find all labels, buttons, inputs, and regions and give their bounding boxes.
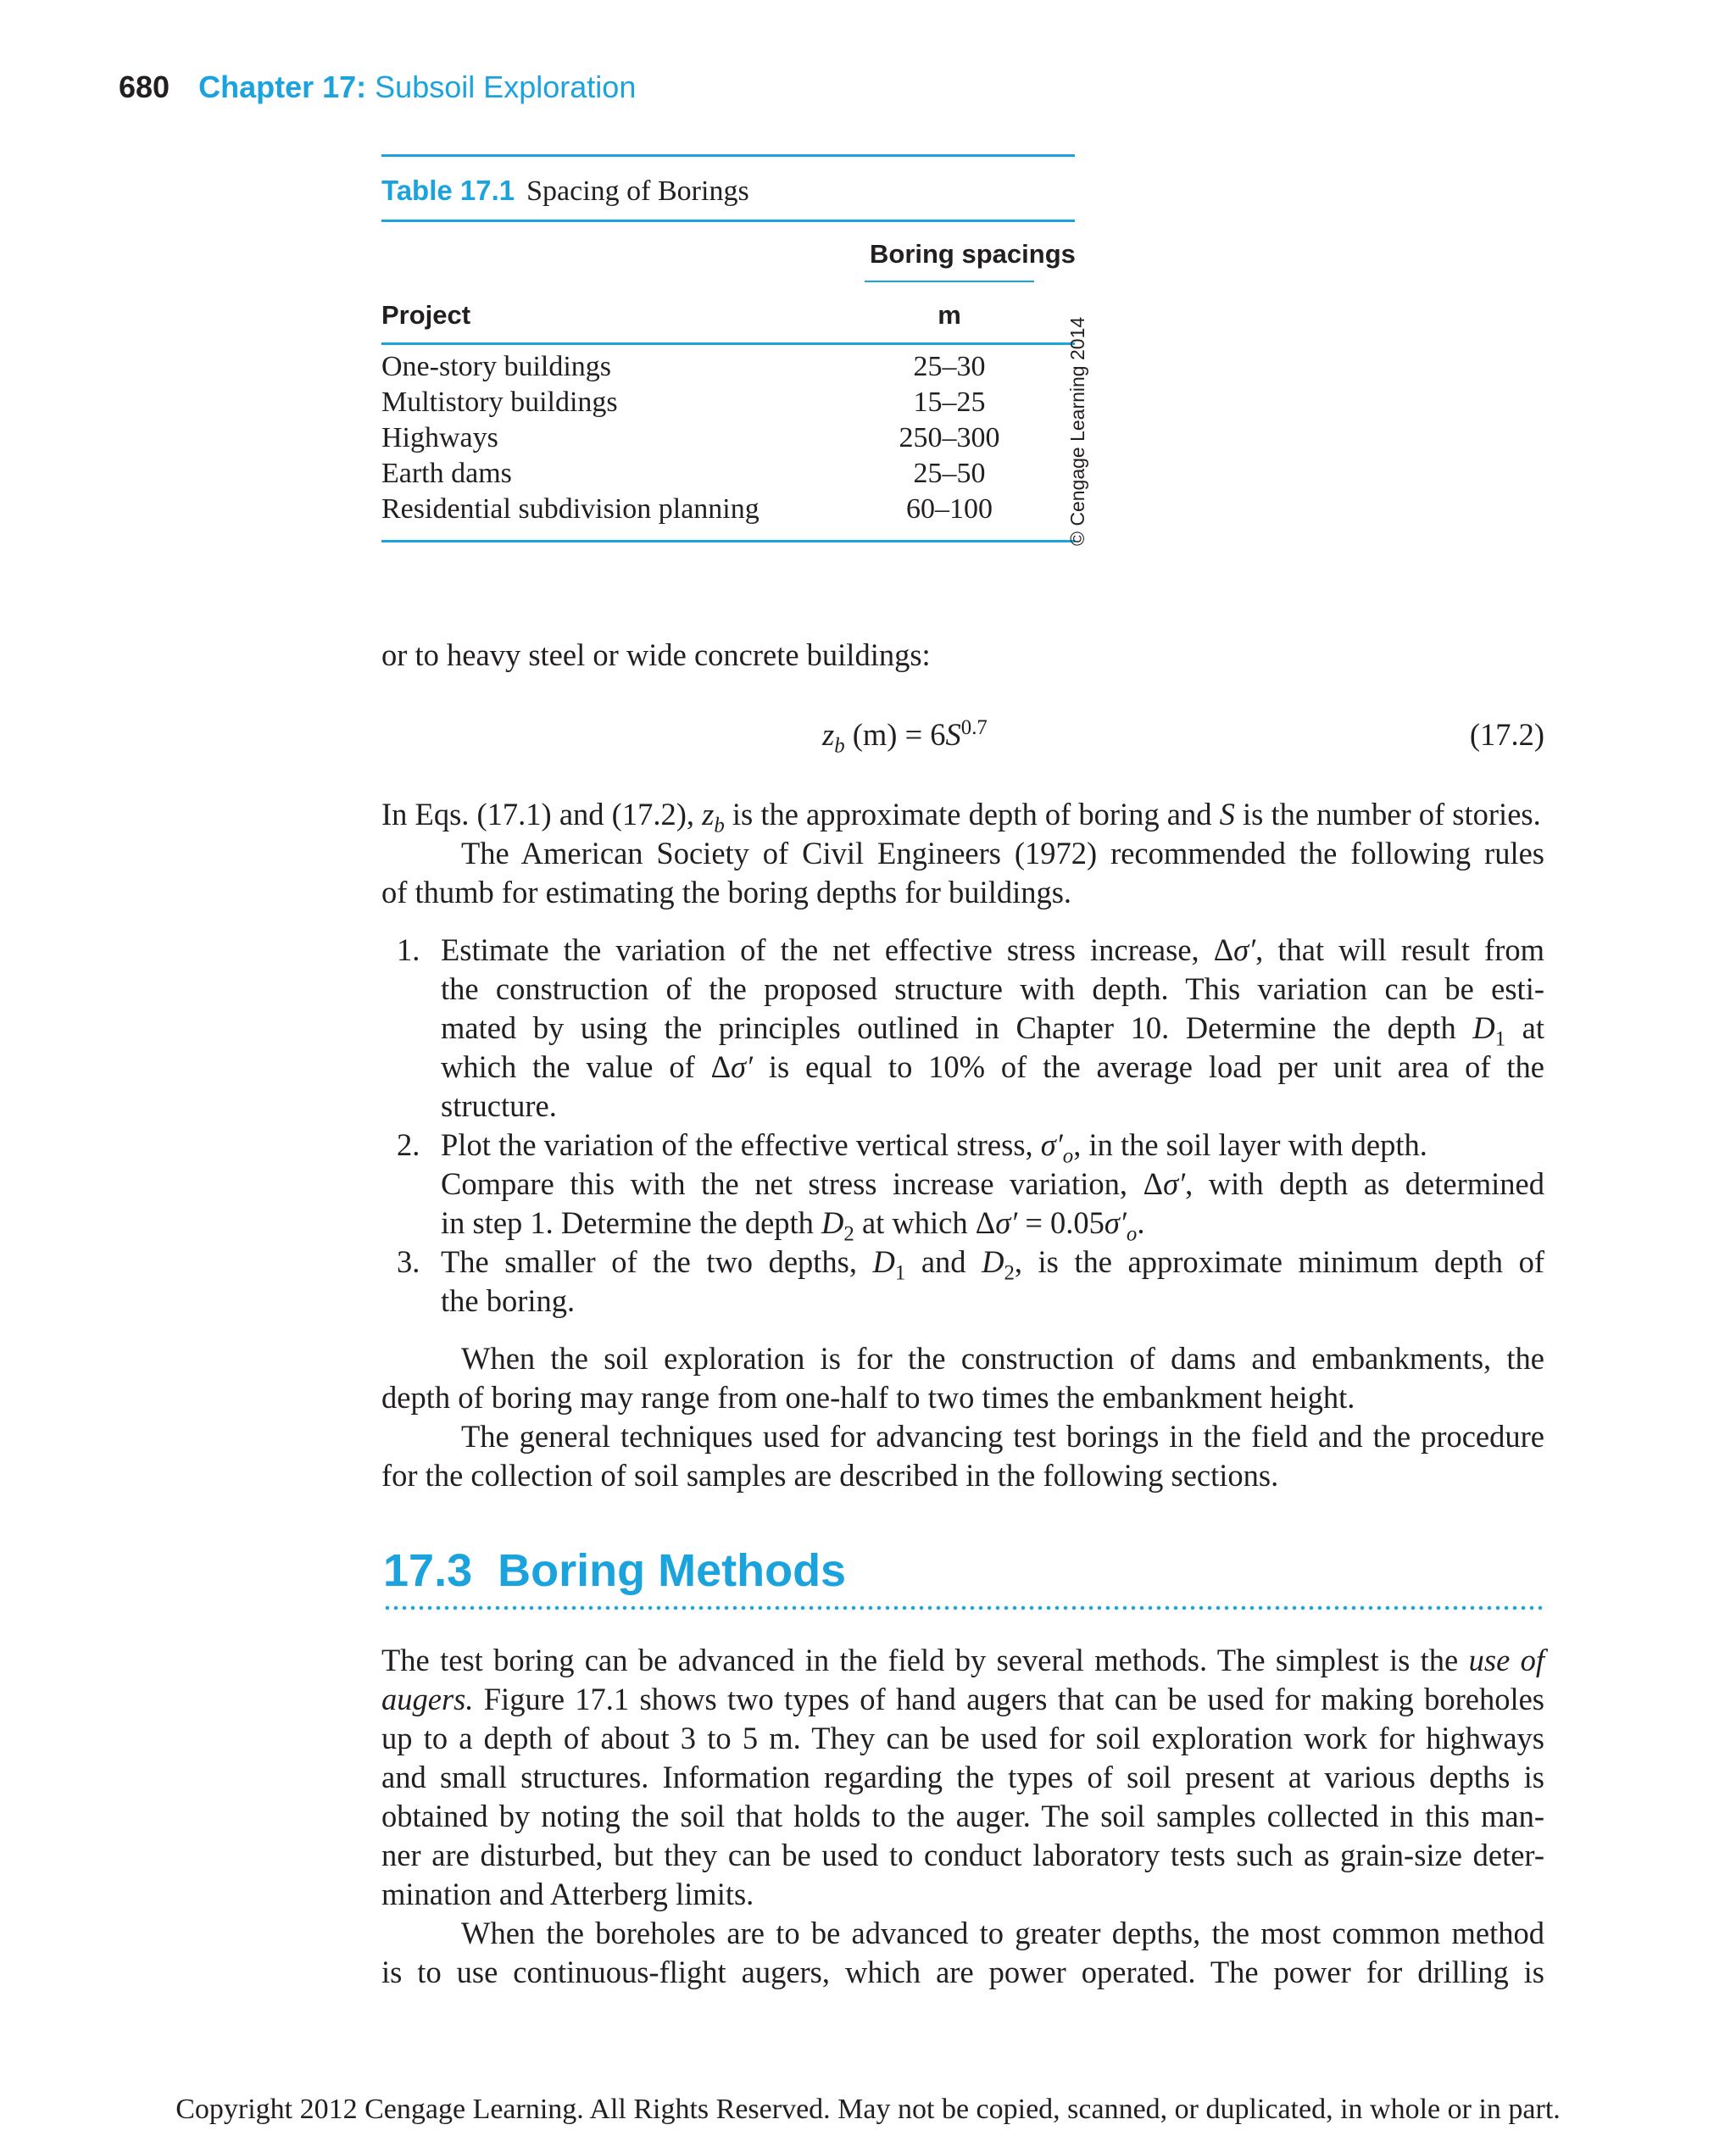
table-top-rule [381,154,1075,157]
section-dotted-rule [383,1605,1546,1610]
table-title: Spacing of Borings [526,175,749,207]
paragraph: The American Society of Civil Engineers (1972) recommended the following rules of thumb for estimating the boring depths for buildings. [381,836,1544,909]
table-cell-spacing: 25–50 [913,458,986,489]
paragraph: When the boreholes are to be advanced to greater depths, the most common method is to use continuous-flight augers, which are power operated. The power for drilling is [381,1916,1544,1989]
table-cell-project: Residential subdivision planning [381,493,760,525]
table-cell-spacing: 250–300 [899,422,1000,453]
intro-line: or to heavy steel or wide concrete buildings: [381,637,931,672]
column-group-header: Boring spacings [870,239,1076,269]
running-header [119,70,636,105]
table-cell-project: One-story buildings [381,351,612,382]
chapter-title: Subsoil Exploration [375,70,637,104]
caption-rule [381,220,1075,222]
copyright-footer: Copyright 2012 Cengage Learning. All Rights Reserved. May not be copied, scanned, or duplicated, in whole or in part. [175,2094,1561,2125]
column-header-unit: m [938,300,961,330]
section-number: 17.3 [383,1545,473,1596]
table-cell-project: Earth dams [381,458,512,489]
paragraph: When the soil exploration is for the construction of dams and embankments, the depth of boring may range from one-half to two times the embankment height. [381,1341,1544,1415]
equation-body: $z_b$ $(m) = 6S^{0.7}$ [822,715,988,758]
section-title: Boring Methods [498,1545,847,1596]
table-cell-spacing: 25–30 [913,351,986,382]
chapter-label: Chapter 17: [198,70,367,104]
section-heading [383,1544,846,1597]
page-number: 680 [119,70,170,104]
table-label: Table 17.1 [381,175,515,206]
column-header-project: Project [381,300,471,330]
table-cell-spacing: 15–25 [913,387,986,418]
paragraph: In Eqs. (17.1) and (17.2), $z_b$ is the approximate depth of boring and S is the number of stories. [381,797,1541,837]
table-cell-project: Multistory buildings [381,387,618,418]
table-bottom-rule [381,540,1075,542]
image-credit: © Cengage Learning 2014 [1066,316,1088,546]
table-cell-spacing: 60–100 [906,493,993,525]
equation-number: (17.2) [1469,717,1544,752]
paragraph: The test boring can be advanced in the field by several methods. The simplest is the use of augers. Figure 17.1 shows two types of hand augers that can be used for making boreholes up to a depth of about 3 to 5 m. They can be used for soil exploration work for highways and small structures. Information regarding the types of soil present at various depths is obtained by noting the soil that holds to the auger. The soil samples collected in this man- ner are disturbed, but they can be used to conduct laboratory tests such as grain-size deter- mination and Atterberg limits. [381,1643,1545,1911]
table-caption [381,175,749,208]
group-header-rule [865,281,1034,282]
header-rule [381,342,1075,345]
paragraph: The general techniques used for advancing test borings in the field and the procedure for the collection of soil samples are described in the following sections. [381,1419,1544,1493]
table-cell-project: Highways [381,422,498,453]
